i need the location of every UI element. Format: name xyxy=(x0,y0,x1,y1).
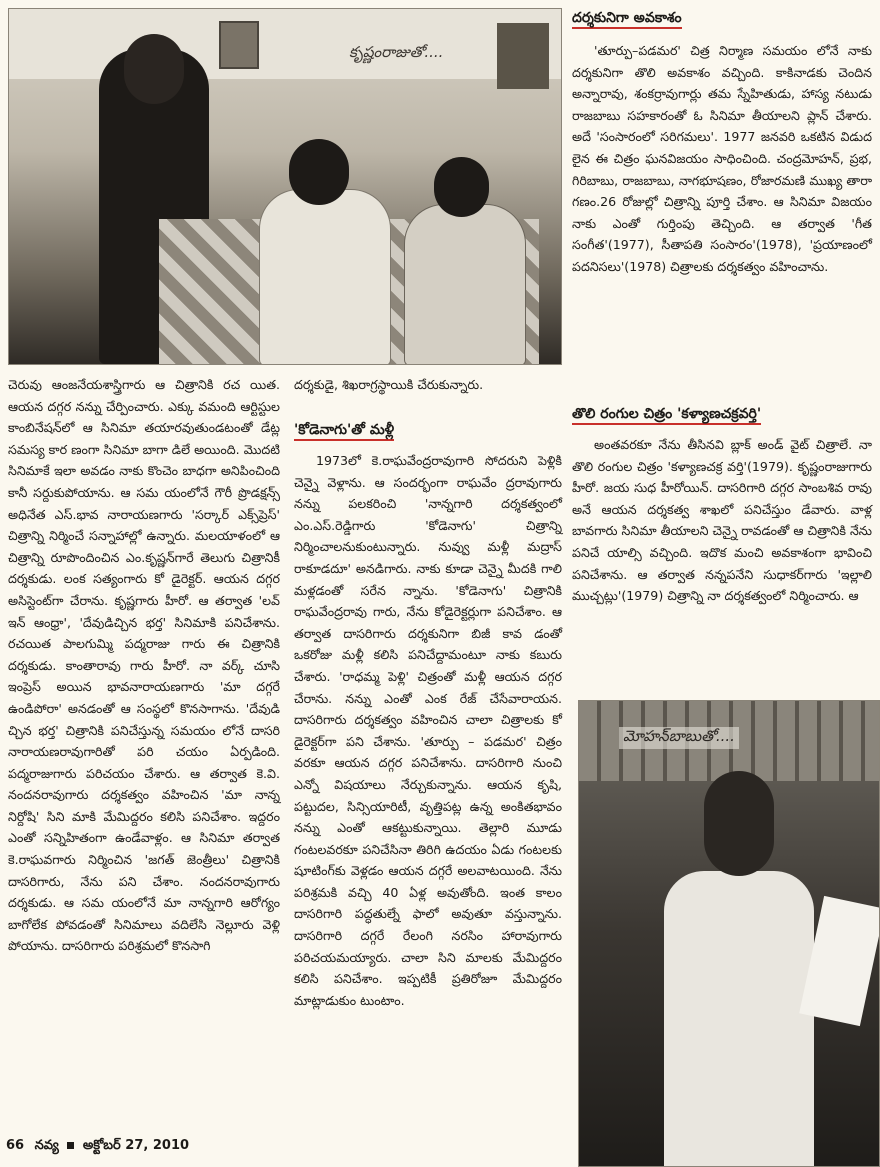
photo-caption: మోహన్‌బాబుతో.... xyxy=(619,727,739,749)
separator-square xyxy=(67,1142,74,1149)
section-heading-director-opportunity: దర్శకునిగా అవకాశం xyxy=(572,10,682,29)
section-heading-kodenagu: 'కోడెనాగు'తో మళ్లీ xyxy=(294,422,394,441)
middle-column-intro: దర్శకుడై, శిఖరాగ్రస్థాయికి చేరుకున్నారు. xyxy=(294,377,484,392)
photo-caption: కృష్ణంరాజుతో.... xyxy=(349,43,444,61)
photo-mohanbabu xyxy=(578,700,880,1167)
photo-krishnamraju xyxy=(8,8,562,365)
magazine-name: నవ్య xyxy=(34,1138,59,1153)
page-footer xyxy=(6,1138,189,1156)
section-heading-first-color-film: తొలి రంగుల చిత్రం 'కళ్యాణచక్రవర్తి' xyxy=(572,406,761,425)
right-column-top-text: 'తూర్పు–పడమర' చిత్ర నిర్మాణ సమయం లోనే నాకు దర్శకునిగా తొలి అవకాశం వచ్చింది. కాకినాడకు చెందిన అన్నారావు, శంకర్రావుగార్లు తమ స్నేహితుడు, హాస్య నటుడు రాజబాబు సహకారంతో ఓ సినిమా తీయాలని ప్లాన్ చేశారు. అదే 'సంసారంలో సరిగమలు'. 1977 జనవరి ఒకటిన విడుద లైన ఈ చిత్రం ఘనవిజయం సాధించింది. చంద్రమోహన్, ప్రభ, గిరిబాబు, రాజబాబు, నాగభూషణం, రోజారమణి ముఖ్య తారా గణం.26 రోజుల్లో చిత్రాన్ని పూర్తి చేశాం. ఆ సినిమా విజయం నాకు ఎంతో గుర్తింపు తెచ్చింది. ఆ తర్వాత 'గీత సంగీత'(1977), సీతాపతి సంసారం'(1978), 'ప్రయాణంలో పదనిసలు'(1978) చిత్రాలకు దర్శకత్వం వహించాను. xyxy=(572,43,872,274)
right-column-mid-text: అంతవరకూ నేను తీసినవి బ్లాక్ అండ్ వైట్ చిత్రాలే. నా తొలి రంగుల చిత్రం 'కళ్యాణచక్ర వర్తి'(1979). కృష్ణంరాజుగారు హీరో. జయ సుధ హీరోయిన్. దాసరిగారి దగ్గర సాంబశివ రావు అనే ఆయన దర్శకత్వ శాఖలో పనిచేస్తుం డేవారు. వాళ్ల బావగారు సినిమా తీయాలని చెన్నై రావడంతో ఆ చిత్రానికి నేను పనిచే యాల్సి వచ్చింది. ఇదొక మంచి అవకాశంగా భావించి పనిచేశాను. ఆ తర్వాత నన్నపనేని సుధాకర్‌గారు 'ఇల్లాలి ముచ్చట్లు'(1979) చిత్రాన్ని నా దర్శకత్వంలో నిర్మించారు. ఆ xyxy=(572,437,872,604)
page-number: 66 xyxy=(6,1138,25,1153)
left-column-text: చెరువు ఆంజనేయశాస్త్రిగారు ఆ చిత్రానికి రచ యిత. ఆయన దగ్గర నన్ను చేర్పించారు. ఎక్కు వమంది ఆర్టిస్టుల కాంబినేషన్‌లో ఆ సినిమా తయారవుతుండటంతో డేట్ల సమస్య కార ణంగా సినిమా బాగా డిలే అయింది. మొదటి సినిమాకే ఇలా అవడం నాకు కొంచెం బాధగా అనిపించింది కానీ సర్దుకుపోయాను. ఆ సమ యంలోనే గౌరీ ప్రొడక్షన్స్ అధినేత ఎస్.భావ నారాయణగారు 'సర్కార్ ఎక్స్‌ప్రెస్' చిత్రాన్ని నిర్మించే సన్నాహాల్లో ఉన్నారు. మలయాళంలో ఆ చిత్రాన్ని రూపొందించిన ఎం.కృష్ణన్‌గారే తెలుగు చిత్రానికీ దర్శకుడు. లంక సత్యంగారు కో డైరెక్టర్. ఆయన దగ్గర అసిస్టెంట్‌గా చేరాను. కృష్ణగారు హీరో. ఆ తర్వాత 'లవ్ ఇన్ ఆంధ్రా', 'దేవుడిచ్చిన భర్త' సినిమాకి పనిచేశాను. రచయిత పాలగుమ్మి పద్మరాజు గారు ఈ చిత్రానికి దర్శకుడు. కాంతారావు గారు హీరో. నా వర్క్ చూసి ఇంప్రెస్ అయిన భావనారాయణగారు 'మా దగ్గరే ఉండిపోరా' అనడంతో ఆ సంస్థలో కొనసాగాను. 'దేవుడి చ్చిన భర్త' చిత్రానికి పనిచేస్తున్న సమయం లోనే దాసరి నారాయణరావుగారితో పరి చయం ఏర్పడింది. పద్మరాజుగారు పరిచయం చేశారు. ఆ తర్వాత కె.వి. నందనరావుగారు దర్శకత్వం వహించిన 'మా నాన్న నిర్దోషి' సిని మాకి మేమిద్దరం కలిసి పనిచేశాం. ఇద్దరం ఎంతో సన్నిహితంగా ఉండేవాళ్లం. ఆ సినిమా తర్వాత కె.రాఘవగారు నిర్మించిన 'జగత్ జెంత్రీలు' చిత్రానికి దాసరిగారు, నేను పని చేశాం. నందనరావుగారు దర్శకుడు. ఆ సమ యంలోనే మా నాన్నగారి ఆరోగ్యం బాగోలేక పోవడంతో సినిమాలు వదిలేసి నెల్లూరు వెళ్లి పోయాను. దాసరిగారు పరిశ్రమలో కొనసాగి xyxy=(8,377,280,954)
issue-date: అక్టోబర్ 27, 2010 xyxy=(82,1138,190,1153)
middle-column-text: 1973లో కె.రాఘవేంద్రరావుగారి సోదరుని పెళ్లికి చెన్నై వెళ్లాను. ఆ సందర్భంగా రాఘవేం ద్రరావుగారు నన్ను పలకరించి 'నాన్నగారి దర్శకత్వంలో ఎం.ఎస్.రెడ్డిగారు 'కోడెనాగు' చిత్రాన్ని నిర్మించాలనుకుంటున్నారు. నువ్వు మళ్లీ మద్రాస్ రాకూడదూ' అనడిగారు. నాకు కూడా చెన్నై మీదకి గాలి మళ్లడంతో సరేన న్నాను. 'కోడెనాగు' చిత్రానికి రాఘవేంద్రరావు గారు, నేను కోడైరెక్టర్లుగా పనిచేశాం. ఆ తర్వాత దాసరిగారు దర్శకునిగా బిజీ కావ డంతో ఒకరోజు మళ్లీ కలిసి పనిచేద్దామంటూ నాకు కబురు చేశారు. 'రాధమ్మ పెళ్లి' చిత్రంతో మళ్లీ ఆయన దగ్గర చేరాను. నన్ను ఎంతో ఎంక రేజ్ చేసేవారాయన. దాసరిగారు దర్శకత్వం వహించిన చాలా చిత్రాలకు కో డైరెక్టర్‌గా పని చేశాను. 'తూర్పు – పడమర' చిత్రం వరకూ ఆయన దగ్గర పనిచేశాను. దాసరిగారి నుంచి ఎన్నో విషయాలు నేర్చుకున్నాను. ఆయన కృషి, పట్టుదల, సిన్సియారిటీ, వృత్తిపట్ల ఉన్న అంకితభావం నన్ను ఎంతో ఆకట్టుకున్నాయి. తెల్లారి మూడు గంటలవరకూ పనిచేసినా తిరిగి ఉదయం ఏడు గంటలకు షూటింగ్‌కు వెళ్లడం ఆయన దగ్గరే అలవాటయింది. నేను పరిశ్రమకి వచ్చి 40 ఏళ్ల అవుతోంది. ఇంత కాలం దాసరిగారి పద్ధతుల్నే ఫాలో అవుతూ వస్తున్నాను. దాసరిగారి దగ్గరే రేలంగి నరసిం హారావుగారు పరిచయమయ్యారు. చాలా సిని మాలకు మేమిద్దరం కలిసి పనిచేశాం. ఇప్పటికీ ప్రతిరోజూ మేమిద్దరం మాట్లాడుకుం టుంటాం. xyxy=(294,453,562,1008)
